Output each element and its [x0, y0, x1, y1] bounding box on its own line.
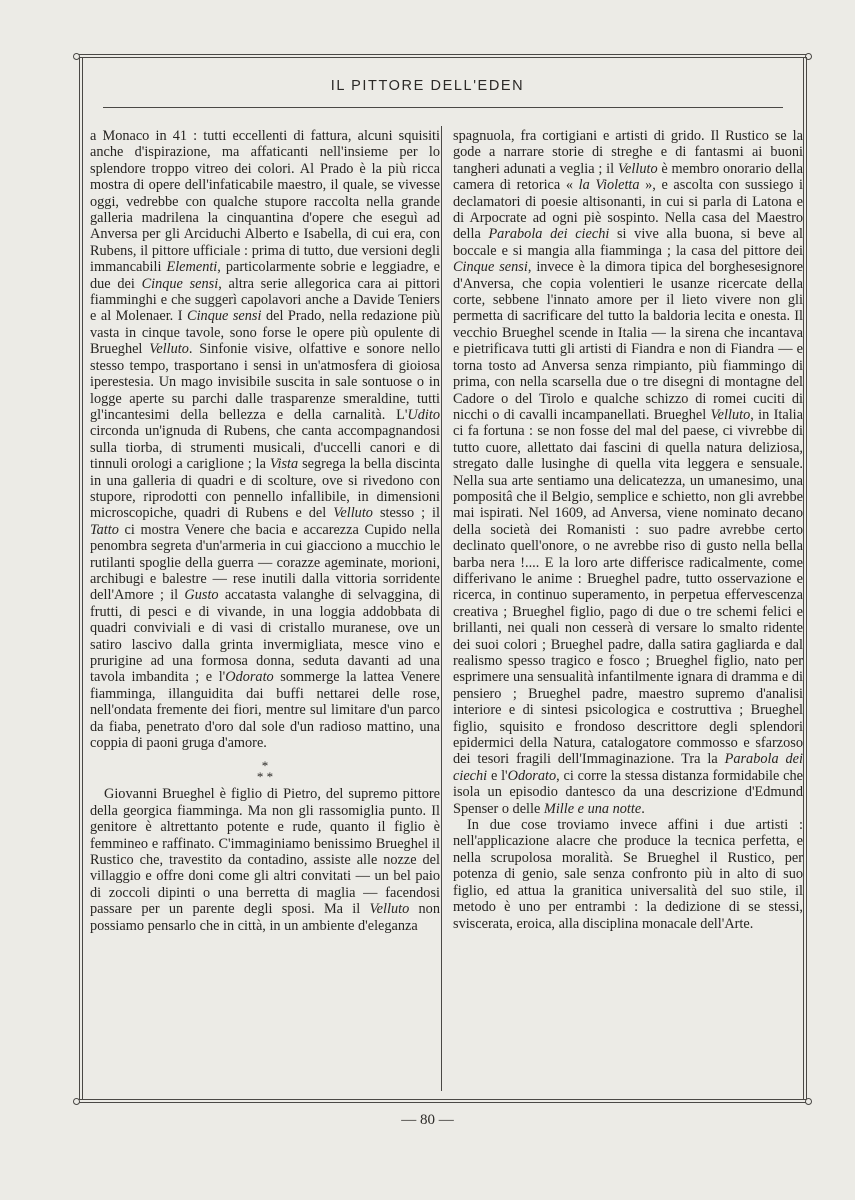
left-paragraph-1: a Monaco in 41 : tutti eccellenti di fattura, alcuni squisiti anche d'ispirazione, ma affaticanti nell'insieme per lo splendore troppo vitreo dei colori. Al Prado è la più ricca mostra di opere dell'infaticabile maestro, il quale, se vivesse oggi, vedrebbe con qualche stupore raccolta nella grande galleria madrilena la cinquantina d'opere che eseguì ad Anversa per gli Arciduchi Alberto e Isabella, di cui era, con Rubens, il pittore ufficiale : prima di tutto, due versioni degli immancabili Elementi, particolarmente sobrie e leggiadre, e due dei Cinque sensi, altra serie allegorica cara ai pittori fiamminghi e che suggerì capolavori anche a Davide Teniers e al Molenaer. I Cinque sensi del Prado, nella redazione più vasta in cinque tavole, sono forse le opere più opulente di Brueghel Velluto. Sinfonie visive, olfattive e sonore nello stesso tempo, trasportano i sensi in un'atmosfera di gioiosa iperestesia. Un mago invisibile suscita in sale sontuose o in logge aperte su parchi dalle trasparenze smeraldine, tutti gl'incantesimi della bellezza e della carnalità. L'Udito circonda un'ignuda di Rubens, che canta accompagnandosi sulla tiorba, di strumenti musicali, d'uccelli canori e di tinnuli orologi a cariglione ; la Vista segrega la bella discinta in una galleria di quadri e di scolture, ove si rivedono con stupore, riprodotti con pennello infallibile, in dimensioni microscopiche, quadri di Rubens e del Velluto stesso ; il Tatto ci mostra Venere che bacia e accarezza Cupido nella penombra segreta d'un'armeria in cui giacciono a mucchio le rutilanti spoglie della guerra — corazze ageminate, morioni, archibugi e balestre — rese inutili dalla vittoria sorridente dell'Amore ; il Gusto accatasta valanghe di selvaggina, di frutti, di pesci e di vivande, in una loggia addobbata di quadri conviviali e di vasi di cristallo muranese, ove un satiro lascivo dalla grinta invermigliata, mesce vino e prurigine ad una formosa donna, seduta davanti ad una tavola imbandita ; e l'Odorato sommerge la lattea Venere fiamminga, illanguidita dai buffi nettarei delle rose, nell'ondata fremente dei fiori, mentre sul limitare d'un parco da fiaba, penetrato d'oro dal sole d'un radioso mattino, una coppia di paoni gruga d'amore. — [90, 128, 440, 752]
running-title: IL PITTORE DELL'EDEN — [330, 78, 525, 94]
left-paragraph-2: Giovanni Brueghel è figlio di Pietro, del supremo pittore della georgica fiamminga. Ma non gli rassomiglia punto. Il genitore è altrettanto potente e rude, quanto il figlio è femmineo e raffinato. C'immaginiamo benissimo Brueghel il Rustico che, travestito da contadino, assiste alle nozze del villaggio e offre doni come gli altri convitati — un bel paio di zoccoli dipinti o una berretta di maglia — facendosi passare per un parente degli sposi. Ma il Velluto non possiamo pensarlo che in città, in un ambiente d'eleganza — [90, 786, 440, 934]
right-paragraph-2: In due cose troviamo invece affini i due artisti : nell'applicazione alacre che produce la tecnica perfetta, e nella scrupolosa moralità. Se Brueghel il Rustico, per potenza di genio, sale senza confronto più in alto di suo figlio, ed attua la granitica universalità del suo stile, il metodo è uno per entrambi : la dedizione di se stessi, sviscerata, eroica, alla disciplina monacale dell'Arte. — [453, 817, 803, 932]
page-number: — 80 — — [401, 1112, 454, 1128]
frame-left-border-inner — [82, 57, 83, 1099]
right-paragraph-1: spagnuola, fra cortigiani e artisti di grido. Il Rustico se la gode a narrare storie di streghe e di fantasmi ai buoni tangheri adunati a veglia ; il Velluto è membro onorario della camera di retorica « la Violetta », e ascolta con sussiego i declamatori di poesie altisonanti, in cui si parla di Latona e di Arpocrate ad ogni piè sospinto. Nella casa del Maestro della Parabola dei ciechi si vive alla buona, si beve al boccale e si mangia alla fiamminga ; la casa del pittore dei Cinque sensi, invece è la dimora tipica del borghesesignore d'Anversa, che copia volentieri le usanze ricercate della corte, sebbene l'innato amore per il lieto vivere non gli permetta di sacrificare del tutto la baldoria lecita e onesta. Il vecchio Brueghel scende in Italia — la sirena che incantava e pietrificava tutti gli artisti di Fiandra e non di Fiandra — e torna tosto ad Anversa senza rimpianto, più fiammingo di prima, con nella scarsella due o tre disegni di montagne del Cadore o del Tirolo e qualche schizzo di romei cuciti di nicchi o di cavalli incampanellati. Brueghel Velluto, in Italia ci fa fortuna : se non fosse del mal del paese, ci vivrebbe di tutto cuore, allettato dai fascini di quella natura deliziosa, stregato dalle lusinghe di quella vita leggera e sensuale. Nella sua arte sentiamo una delicatezza, un umanesimo, una pompositâ che il Belgio, semplice e schietto, non gli avrebbe mai ispirati. Nel 1609, ad Anversa, viene nominato decano della società dei Romanisti : suo padre avrebbe certo declinato quell'onore, o ne avrebbe riso di gusto nella bella barba nera !.... E la loro arte differisce radicalmente, come differivano le anime : Brueghel padre, tutto osservazione e ricerca, in continuo superamento, in perpetua effervescenza creativa ; Brueghel figlio, pago di due o tre schemi felici e brillanti, nei quali non cesserà di versare lo smalto ridente dei suoi colori ; Brueghel padre, dalla satira gagliarda e dal realismo spesso tragico e fosco ; Brueghel figlio, nato per esprimere una sensualità infantilmente ignara di dramma e di pensiero ; Brueghel padre, maestro supremo d'analisi interiore e di sintesi psicologica e costruttiva ; Brueghel figlio, squisito e frondoso descrittore degli splendori epidermici della Natura, catalogatore commosso e sfarzoso dei tesori fragili dell'Immaginazione. Tra la Parabola dei ciechi e l'Odorato, ci corre la stessa distanza formidabile che isola un episodio dantesco da una descrizione d'Edmund Spenser o delle Mille e una notte. — [453, 128, 803, 817]
frame-bottom-right-ornament — [805, 1098, 812, 1105]
frame-bottom-rule — [79, 1099, 807, 1100]
section-separator-asterisks: * * * — [256, 758, 274, 785]
frame-top-rule — [79, 54, 807, 55]
frame-left-border — [79, 57, 80, 1099]
frame-right-border-inner — [803, 57, 804, 1099]
left-text-column — [90, 128, 440, 1088]
frame-bottom-rule-inner — [79, 1102, 807, 1103]
header-rule — [103, 107, 783, 108]
column-divider — [441, 126, 442, 1091]
frame-right-border — [806, 57, 807, 1099]
frame-bottom-left-ornament — [73, 1098, 80, 1105]
frame-top-rule-inner — [79, 57, 807, 58]
right-text-column — [453, 128, 803, 1088]
